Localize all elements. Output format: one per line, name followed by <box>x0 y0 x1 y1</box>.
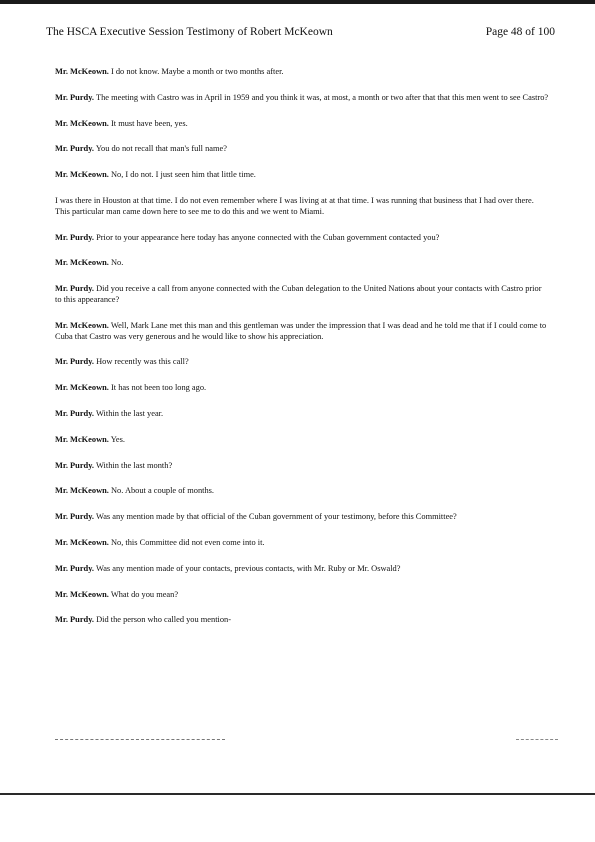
transcript-body <box>55 67 550 641</box>
speech-text: Yes. <box>110 434 125 444</box>
transcript-paragraph <box>55 357 550 368</box>
speaker-name: Mr. McKeown. <box>55 537 109 547</box>
transcript-paragraph <box>55 486 550 497</box>
transcript-paragraph <box>55 233 550 244</box>
speech-text: Prior to your appearance here today has anyone connected with the Cuban government contacted you? <box>96 232 440 242</box>
transcript-paragraph <box>55 383 550 394</box>
speaker-name: Mr. Purdy. <box>55 232 95 242</box>
speaker-name: Mr. Purdy. <box>55 615 95 625</box>
speaker-name: Mr. Purdy. <box>55 284 95 294</box>
speech-text: Was any mention made of your contacts, previous contacts, with Mr. Ruby or Mr. Oswald? <box>95 563 401 573</box>
transcript-paragraph <box>55 615 550 626</box>
transcript-paragraph <box>55 119 550 130</box>
speech-text: It must have been, yes. <box>110 118 188 128</box>
transcript-paragraph <box>55 564 550 575</box>
speech-text: Did you receive a call from anyone connected with the Cuban delegation to the United Nations about your contacts with Castro prior to this appearance? <box>55 284 542 304</box>
speech-text: No, this Committee did not even come into it. <box>110 537 265 547</box>
speech-text: No, I do not. I just seen him that little time. <box>110 170 256 180</box>
speaker-name: Mr. McKeown. <box>55 67 109 76</box>
footer-scan-artifact-right <box>516 739 558 740</box>
speaker-name: Mr. McKeown. <box>55 118 109 128</box>
bottom-border-rule <box>0 793 595 795</box>
speech-text: Within the last month? <box>95 460 173 470</box>
transcript-paragraph <box>55 409 550 420</box>
speech-text: You do not recall that man's full name? <box>95 144 227 154</box>
transcript-paragraph <box>55 67 550 78</box>
speech-text: I do not know. Maybe a month or two months after. <box>110 67 284 76</box>
transcript-paragraph <box>55 538 550 549</box>
speaker-name: Mr. McKeown. <box>55 589 109 599</box>
speaker-name: Mr. Purdy. <box>55 357 95 367</box>
speech-text: Was any mention made by that official of the Cuban government of your testimony, before this Committee? <box>95 512 457 522</box>
footer-scan-artifact <box>55 739 225 740</box>
speaker-name: Mr. Purdy. <box>55 144 95 154</box>
transcript-paragraph <box>55 512 550 523</box>
transcript-paragraph <box>55 144 550 155</box>
speaker-name: Mr. McKeown. <box>55 320 109 330</box>
speech-text: No. About a couple of months. <box>110 486 215 496</box>
transcript-paragraph <box>55 461 550 472</box>
speaker-name: Mr. McKeown. <box>55 383 109 393</box>
speech-text: Well, Mark Lane met this man and this gentleman was under the impression that I was dead and he told me that if I could come to Cuba that Castro was very generous and he would like to show his appreciation. <box>55 320 547 341</box>
page-header <box>46 26 555 42</box>
transcript-paragraph <box>55 170 550 181</box>
speech-text: I was there in Houston at that time. I do not even remember where I was living at at that time. I was running that business that I had over there. This particular man came down here to see me to do this and we went to Miami. <box>55 195 534 216</box>
transcript-paragraph <box>55 284 550 306</box>
speech-text: Within the last year. <box>95 408 164 418</box>
speaker-name: Mr. McKeown. <box>55 486 109 496</box>
speaker-name: Mr. Purdy. <box>55 408 95 418</box>
speaker-name: Mr. McKeown. <box>55 170 109 180</box>
speech-text: What do you mean? <box>110 589 179 599</box>
speech-text: Did the person who called you mention- <box>96 615 232 625</box>
top-border-rule <box>0 0 595 4</box>
transcript-paragraph <box>55 93 550 104</box>
speaker-name: Mr. Purdy. <box>55 460 95 470</box>
document-title: The HSCA Executive Session Testimony of Robert McKeown <box>46 26 333 38</box>
transcript-paragraph <box>55 258 550 269</box>
speaker-name: Mr. McKeown. <box>55 434 109 444</box>
speech-text: The meeting with Castro was in April in 1959 and you think it was, at most, a month or two after that that this men went to see Castro? <box>95 92 549 102</box>
speech-text: How recently was this call? <box>96 357 189 367</box>
speaker-name: Mr. McKeown. <box>55 258 109 268</box>
speaker-name: Mr. Purdy. <box>55 512 95 522</box>
transcript-paragraph <box>55 435 550 446</box>
speaker-name: Mr. Purdy. <box>55 92 95 102</box>
transcript-paragraph <box>55 590 550 601</box>
speaker-name: Mr. Purdy. <box>55 563 95 573</box>
transcript-paragraph <box>55 196 550 218</box>
speech-text: It has not been too long ago. <box>110 383 207 393</box>
transcript-paragraph <box>55 321 550 343</box>
speech-text: No. <box>110 258 124 268</box>
page-number: Page 48 of 100 <box>485 26 555 38</box>
